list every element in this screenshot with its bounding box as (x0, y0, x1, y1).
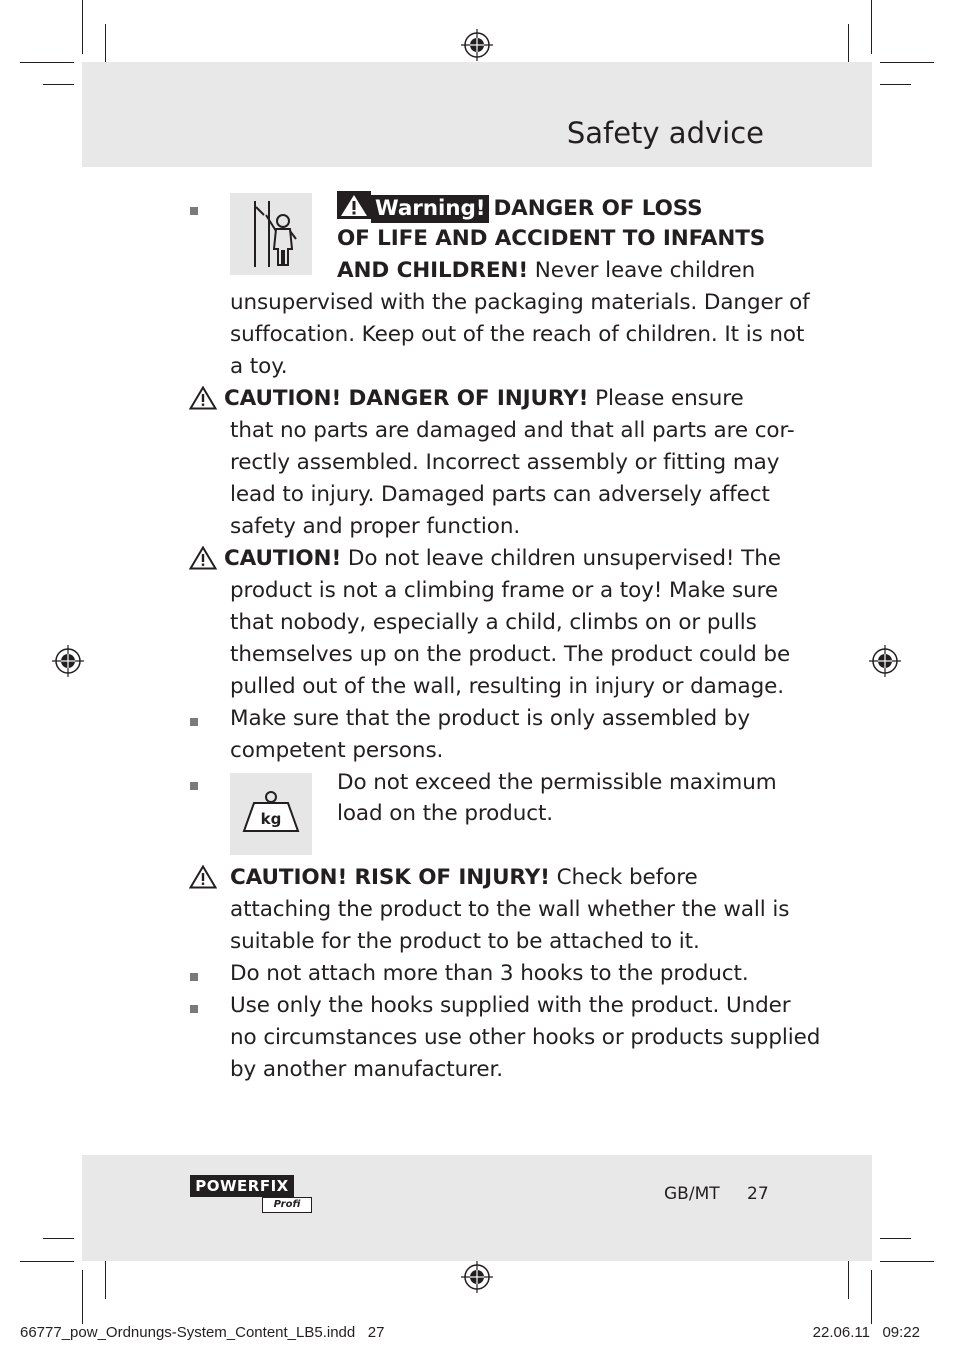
text-regular: Please ensure (588, 386, 744, 411)
text-bold: AND CHILDREN! (337, 258, 529, 283)
text-line (230, 862, 698, 894)
text-bold: CAUTION! (224, 546, 342, 571)
text-regular: Check before (549, 865, 698, 890)
text-regular: Do not leave children unsupervised! The (341, 546, 781, 571)
text-line: competent persons. (230, 738, 444, 763)
text-line: a toy. (230, 354, 288, 379)
registration-mark-icon (461, 29, 493, 61)
text-line (224, 543, 781, 575)
text-line: lead to injury. Damaged parts can adversely affect (230, 482, 770, 507)
warning-triangle-icon (337, 191, 371, 219)
text-line: safety and proper function. (230, 514, 521, 539)
date-slug: 22.06.11 09:22 (812, 1324, 920, 1341)
warning-triangle-icon (189, 865, 217, 889)
warning-triangle-icon (189, 546, 217, 570)
text-line (337, 255, 755, 287)
page-title: Safety advice (566, 116, 764, 150)
text-line: rectly assembled. Incorrect assembly or fitting may (230, 450, 780, 475)
text-line: suffocation. Keep out of the reach of children. It is not (230, 322, 805, 347)
text-line: suitable for the product to be attached to it. (230, 929, 700, 954)
text-line: Use only the hooks supplied with the product. Under (230, 993, 791, 1018)
text-bold: CAUTION! DANGER OF INJURY! (224, 386, 589, 411)
text-line: Do not exceed the permissible maximum (337, 770, 777, 795)
header-band (82, 62, 872, 167)
text-line: load on the product. (337, 801, 554, 826)
warning-triangle-icon (189, 386, 217, 410)
bullet (190, 782, 198, 790)
text-line: pulled out of the wall, resulting in injury or damage. (230, 674, 785, 699)
text-regular: Never leave children (528, 258, 756, 283)
brand-logo-main: POWERFIX (190, 1175, 294, 1197)
text-line: that no parts are damaged and that all parts are cor- (230, 418, 795, 443)
text-bold: CAUTION! RISK OF INJURY! (230, 865, 550, 890)
file-slug: 66777_pow_Ordnungs-System_Content_LB5.indd 27 (20, 1324, 385, 1341)
registration-mark-icon (52, 645, 84, 677)
text-line: by another manufacturer. (230, 1057, 504, 1082)
text-line: no circumstances use other hooks or products supplied (230, 1025, 821, 1050)
warning-heading-text: DANGER OF LOSS (493, 196, 703, 221)
page-number: 27 (747, 1184, 769, 1204)
bullet (190, 718, 198, 726)
text-line: OF LIFE AND ACCIDENT TO INFANTS (337, 226, 766, 251)
text-line (224, 383, 744, 415)
text-line: Do not attach more than 3 hooks to the product. (230, 961, 749, 986)
bullet (190, 207, 198, 215)
text-line: themselves up on the product. The product could be (230, 642, 791, 667)
warning-heading-line (337, 191, 703, 225)
weight-kg-label: kg (260, 810, 282, 828)
text-line: Make sure that the product is only assembled by (230, 706, 750, 731)
registration-mark-icon (461, 1261, 493, 1293)
registration-mark-icon (869, 645, 901, 677)
bullet (190, 973, 198, 981)
text-line: product is not a climbing frame or a toy! Make sure (230, 578, 779, 603)
child-safety-icon (230, 193, 312, 275)
weight-kg-icon (230, 773, 312, 855)
locale-label: GB/MT (664, 1184, 720, 1204)
bullet (190, 1005, 198, 1013)
brand-logo (190, 1175, 312, 1213)
warning-label: Warning! (371, 195, 489, 223)
brand-logo-sub: Profi (262, 1197, 312, 1213)
text-line: unsupervised with the packaging materials. Danger of (230, 290, 810, 315)
text-line: attaching the product to the wall whether the wall is (230, 897, 790, 922)
text-line: that nobody, especially a child, climbs on or pulls (230, 610, 757, 635)
